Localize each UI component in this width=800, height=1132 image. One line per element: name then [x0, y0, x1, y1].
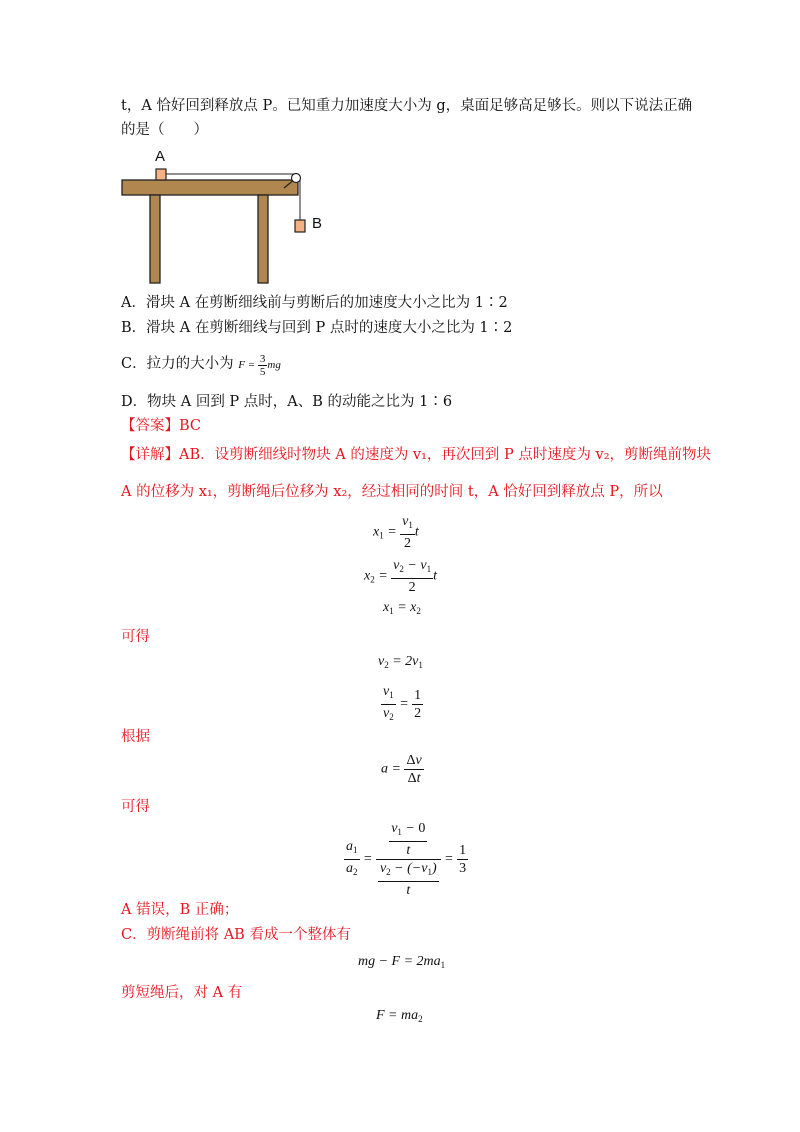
- option-c-prefix: C．拉力的大小为: [121, 356, 234, 373]
- option-d: D．物块 A 回到 P 点时，A、B 的动能之比为 1∶6: [121, 394, 453, 410]
- explanation-line-1: 【详解】AB．设剪断细线时物块 A 的速度为 v₁，再次回到 P 点时速度为 v₂，剪断绳前物块: [121, 447, 712, 463]
- equation-acceleration: a = $\frac{\Delta v}{\Delta t}$: [381, 753, 422, 786]
- table-leg-left: [150, 195, 160, 283]
- c-line: C．剪断绳前将 AB 看成一个整体有: [121, 927, 351, 943]
- equation-ratio-a: $\frac{a_1}{a_2}$ = $\frac{\frac{v_1 - 0}{t}}{\frac{v_2 - (-v_1)}{t}}$ = $\frac{1}{3}$: [346, 821, 467, 898]
- equation-v2-2v1: $v_2 = 2v_1$: [378, 654, 423, 670]
- equation-whole: mg − $F = 2ma_1$: [358, 954, 446, 970]
- option-c-formula: F = $\frac{3}{5}$ mg: [238, 353, 281, 378]
- equation-x2: $x_2$ = $\frac{v_2 - v_1}{2}$ t: [364, 558, 437, 595]
- genju: 根据: [121, 729, 150, 745]
- equation-x1-eq-x2: $x_1 = x_2$: [383, 600, 421, 616]
- equation-a-only: $F = ma_2$: [376, 1008, 423, 1024]
- after-cut: 剪短绳后，对 A 有: [121, 985, 243, 1001]
- block-b: [295, 220, 305, 232]
- label-b: B: [312, 215, 323, 232]
- answer-value: BC: [179, 418, 202, 434]
- kede-1: 可得: [121, 629, 150, 645]
- pulley-wheel: [292, 174, 301, 183]
- question-line-1: t，A 恰好回到释放点 P。已知重力加速度大小为 g，桌面足够高足够长。则以下说法正确: [121, 98, 693, 114]
- equation-ratio-v: $\frac{v_1}{v_2}$ = $\frac{1}{2}$: [381, 683, 423, 726]
- option-b: B．滑块 A 在剪断细线与回到 P 点时的速度大小之比为 1∶2: [121, 320, 513, 336]
- explanation-line-2: A 的位移为 x₁，剪断绳后位移为 x₂，经过相同的时间 t，A 恰好回到释放点 P，所以: [121, 484, 663, 500]
- option-c: [121, 353, 281, 378]
- option-a: A．滑块 A 在剪断细线前与剪断后的加速度大小之比为 1∶2: [121, 295, 508, 311]
- question-line-2: 的是（ ）: [121, 122, 208, 138]
- table-top: [122, 180, 298, 195]
- label-a: A: [155, 148, 166, 165]
- kede-2: 可得: [121, 799, 150, 815]
- equation-x1: $x_1$ = $\frac{v_1}{2}$ t: [373, 514, 419, 551]
- answer-bracket: 【答案】: [121, 418, 179, 434]
- block-a: [156, 169, 166, 180]
- table-leg-right: [258, 195, 268, 283]
- answer: [121, 416, 201, 436]
- conclusion-ab: A 错误，B 正确；: [121, 902, 239, 918]
